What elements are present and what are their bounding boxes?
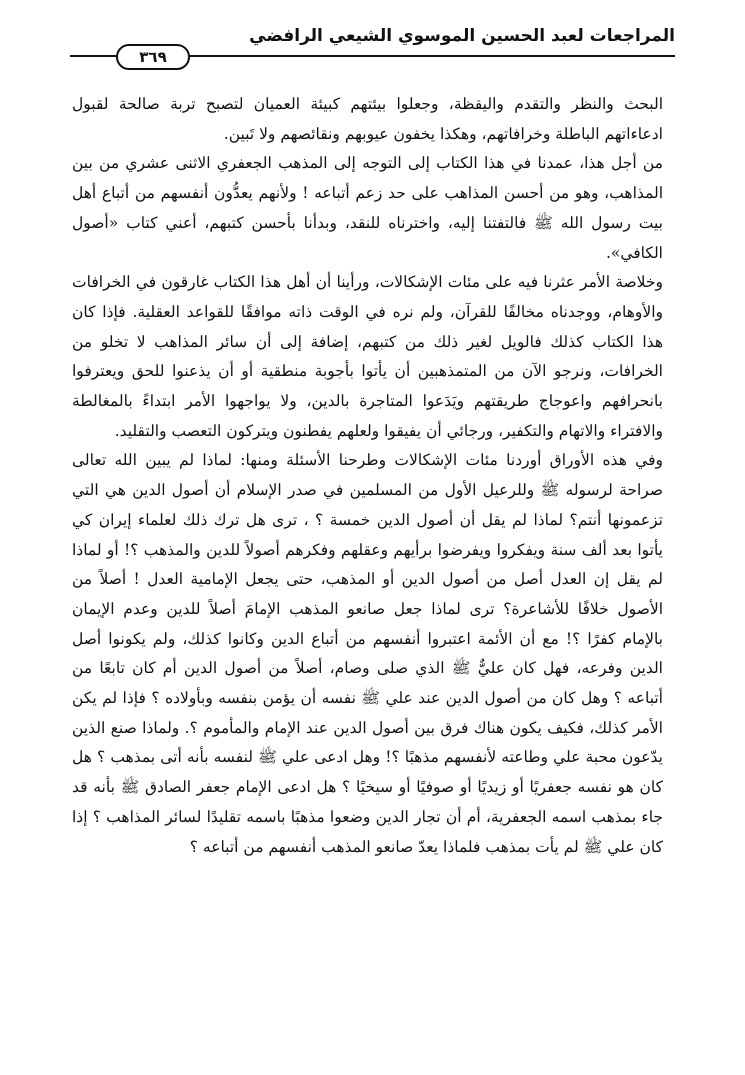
paragraph: من أجل هذا، عمدنا في هذا الكتاب إلى التوجه إلى المذهب الجعفري الاثنى عشري من بين المذاهب، وهو من أحسن المذاهب على حد زعم أتباعه ! ولأنهم يعدُّون أنفسهم من أتباع أهل بيت رسول الله ﷺ فالتفتنا إليه، واخترناه للنقد، وبدأنا بأحسن كتبهم، أعني كتاب «أصول الكافي». — [72, 154, 663, 262]
page-number: ٣٦٩ — [116, 44, 190, 70]
paragraph: وفي هذه الأوراق أوردنا مئات الإشكالات وطرحنا الأسئلة ومنها: لماذا لم يبين الله تعالى صراحة لرسوله ﷺ وللرعيل الأول من المسلمين في صدر الإسلام أن أصول الدين هي التي تزعمونها أنتم؟ لماذا لم يقل أن أصول الدين خمسة ؟ ، ترى هل ترك ذلك لعلماء إيران كي يأتوا بعد ألف سنة ويفكروا ويفرضوا برأيهم وعقلهم وفكرهم أصولاً للدين والمذهب ؟! أو لماذا لم يقل إن العدل أصل من أصول الدين أو المذهب، حتى يجعل الإمامية العدل ! أصلاً من الأصول خلافًا للأشاعرة؟ ترى لماذا جعل صانعو المذهب الإمامَ أصلاً للدين وعدم الإيمان بالإمام كفرًا ؟! مع أن الأئمة اعتبروا أنفسهم من أتباع الدين وكانوا كذلك، ولم يكونوا أصل الدين وفرعه، فهل كان عليٌّ ﷺ الذي صلى وصام، أصلاً من أصول الدين أم كان تابعًا من أتباعه ؟ وهل كان من أصول الدين عند علي ﷺ نفسه أن يؤمن بنفسه وبأولاده ؟ فإذا لم يكن الأمر كذلك، فكيف يكون هناك فرق بين أصول الدين عند الإمام والمأموم ؟. ولماذا صنع الذين يدّعون محبة علي وطاعته لأنفسهم مذهبًا ؟! وهل ادعى علي ﷺ لنفسه بأنه أتى بمذهب ؟ هل كان هو نفسه جعفريًا أو زيديًا أو صوفيًا أو سيخيًا ؟ هل ادعى الإمام جعفر الصادق ﷺ بأنه قد جاء بمذهب اسمه الجعفرية، أم أن تجار الدين وضعوا مذهبًا باسمه تقليدًا لسائر المذاهب ؟ إذا كان علي ﷺ لم يأت بمذهب فلماذا يعدّ صانعو المذهب أنفسهم من أتباعه ؟ — [72, 451, 663, 856]
running-header — [70, 22, 675, 66]
running-title: المراجعات لعبد الحسين الموسوي الشيعي الرافضي — [249, 26, 675, 46]
paragraph-continuation: البحث والنظر والتقدم واليقظة، وجعلوا بيئتهم كبيئة العميان لتصبح تربة صالحة لقبول ادعاءاتهم الباطلة وخرافاتهم، وهكذا يخفون عيوبهم ونقائصهم ولا تَبين. — [72, 95, 663, 143]
paragraph: وخلاصة الأمر عثرنا فيه على مئات الإشكالات، ورأينا أن أهل هذا الكتاب غارقون في الخرافات والأوهام، ووجدناه مخالفًا للقرآن، ولم نره في الوقت ذاته موافقًا للقواعد العقلية. فإذا كان هذا الكتاب كذلك فالويل لغير ذلك من كتبهم، إضافة إلى أن سائر المذاهب لا تخلو من الخرافات، ونرجو الآن من المتمذهبين أن يأتوا بأجوبة منطقية أو أن يذعنوا للحق ويعترفوا بانحرافهم واعوجاج طريقتهم ويَدَعوا المتاجرة بالدين، ولا يواجهوا الأمر ابتداءً بالمغالطة والافتراء والاتهام والتكفير، ورجائي أن يفيقوا ولعلهم يفطنون ويتركون التعصب والتقليد. — [72, 273, 663, 440]
body-text — [72, 90, 663, 862]
